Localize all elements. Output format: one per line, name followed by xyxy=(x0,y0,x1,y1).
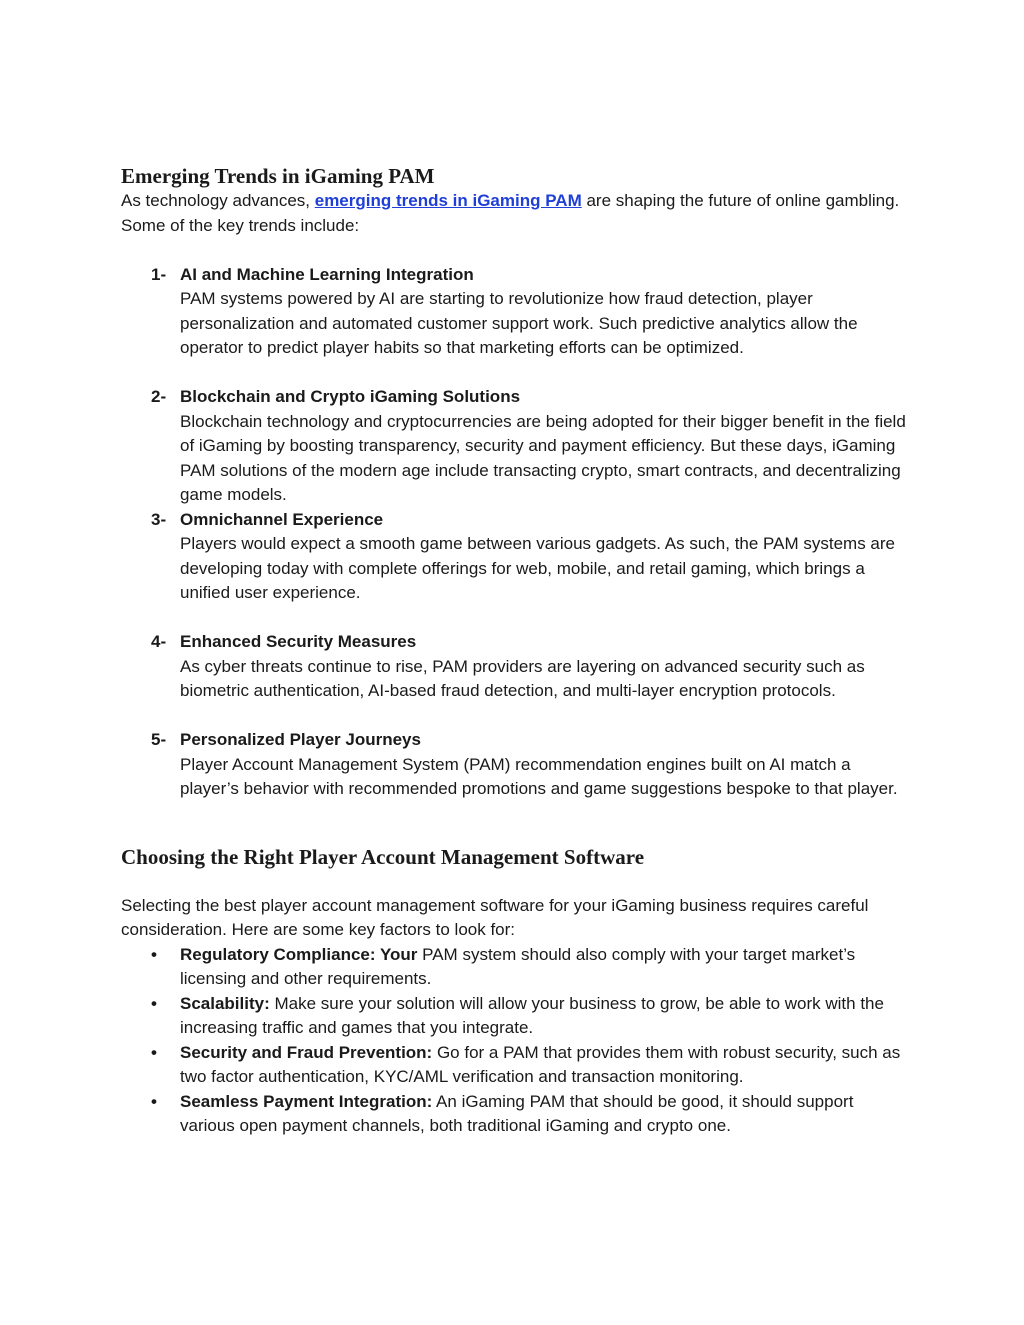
trend-number: 4- xyxy=(151,632,167,651)
section-intro: Selecting the best player account management software for your iGaming business requires careful consideration. Here are some key factors to look for: xyxy=(121,895,869,939)
trend-body: Players would expect a smooth game between various gadgets. As such, the PAM systems are developing today with complete offerings for web, mobile, and retail gaming, which brings a unified user experience. xyxy=(180,534,895,602)
factor-item xyxy=(121,992,911,1041)
section-intro xyxy=(121,189,911,238)
spacer xyxy=(121,606,911,631)
trend-title: Omnichannel Experience xyxy=(180,509,384,529)
factor-item xyxy=(121,1041,911,1090)
bullet-icon: • xyxy=(151,944,157,964)
trend-item xyxy=(121,263,911,361)
bullet-icon: • xyxy=(151,1091,157,1111)
trends-list xyxy=(121,263,911,802)
trend-title: Personalized Player Journeys xyxy=(180,730,421,749)
factor-body: An iGaming PAM that should be good, it should support various open payment channels, both traditional iGaming and crypto one. xyxy=(180,1091,854,1135)
trend-item xyxy=(121,630,911,704)
trend-body: Blockchain technology and cryptocurrencies are being adopted for their bigger benefit in the field of iGaming by boosting transparency, security and payment efficiency. But these days, iGaming PAM solutions of the modern age include transacting crypto, smart contracts, and decentralizing game models. xyxy=(180,411,906,504)
trend-number: 5- xyxy=(151,730,167,749)
section-title-emerging-trends: Emerging Trends in iGaming PAM xyxy=(121,164,435,188)
trend-title: Enhanced Security Measures xyxy=(180,632,417,651)
factor-body: Go for a PAM that provides them with robust security, such as two factor authentication, KYC/AML verification and transaction monitoring. xyxy=(180,1042,901,1086)
trend-body: As cyber threats continue to rise, PAM providers are layering on advanced security such as biometric authentication, AI-based fraud detection, and multi-layer encryption protocols. xyxy=(180,656,865,700)
trend-number: 2- xyxy=(151,387,167,406)
factor-title: Regulatory Compliance: Your xyxy=(180,944,418,964)
intro-text-before: As technology advances, xyxy=(121,191,315,210)
trend-number: 3- xyxy=(151,509,167,529)
trend-body: Player Account Management System (PAM) recommendation engines built on AI match a player’s behavior with recommended promotions and game suggestions bespoke to that player. xyxy=(180,754,898,798)
spacer xyxy=(121,361,911,386)
spacer xyxy=(121,704,911,729)
bullet-icon: • xyxy=(151,1042,157,1062)
intro-text-after: are shaping the future of online gambling. Some of the key trends include: xyxy=(121,191,900,235)
factor-body: Make sure your solution will allow your business to grow, be able to work with the increasing traffic and games that you integrate. xyxy=(180,993,884,1037)
factor-item xyxy=(121,1090,911,1139)
emerging-trends-link[interactable]: emerging trends in iGaming PAM xyxy=(314,191,582,210)
factor-body: PAM system should also comply with your target market’s licensing and other requirements. xyxy=(180,944,856,988)
trend-number: 1- xyxy=(151,264,167,284)
trend-item xyxy=(121,508,911,606)
document-content xyxy=(121,163,911,1139)
trend-item xyxy=(121,728,911,802)
section-title-choosing-software: Choosing the Right Player Account Management Software xyxy=(121,844,645,869)
factors-list xyxy=(121,943,911,1139)
bullet-icon: • xyxy=(151,993,157,1013)
factor-title: Security and Fraud Prevention: xyxy=(180,1042,433,1062)
trend-item xyxy=(121,385,911,508)
trend-title: AI and Machine Learning Integration xyxy=(180,264,474,284)
trend-body: PAM systems powered by AI are starting to revolutionize how fraud detection, player personalization and automated customer support work. Such predictive analytics allow the operator to predict player habits so that marketing efforts can be optimized. xyxy=(180,289,858,357)
factor-item xyxy=(121,943,911,992)
trend-title: Blockchain and Crypto iGaming Solutions xyxy=(180,387,521,406)
factor-title: Scalability: xyxy=(180,993,270,1013)
factor-title: Seamless Payment Integration: xyxy=(180,1091,433,1111)
